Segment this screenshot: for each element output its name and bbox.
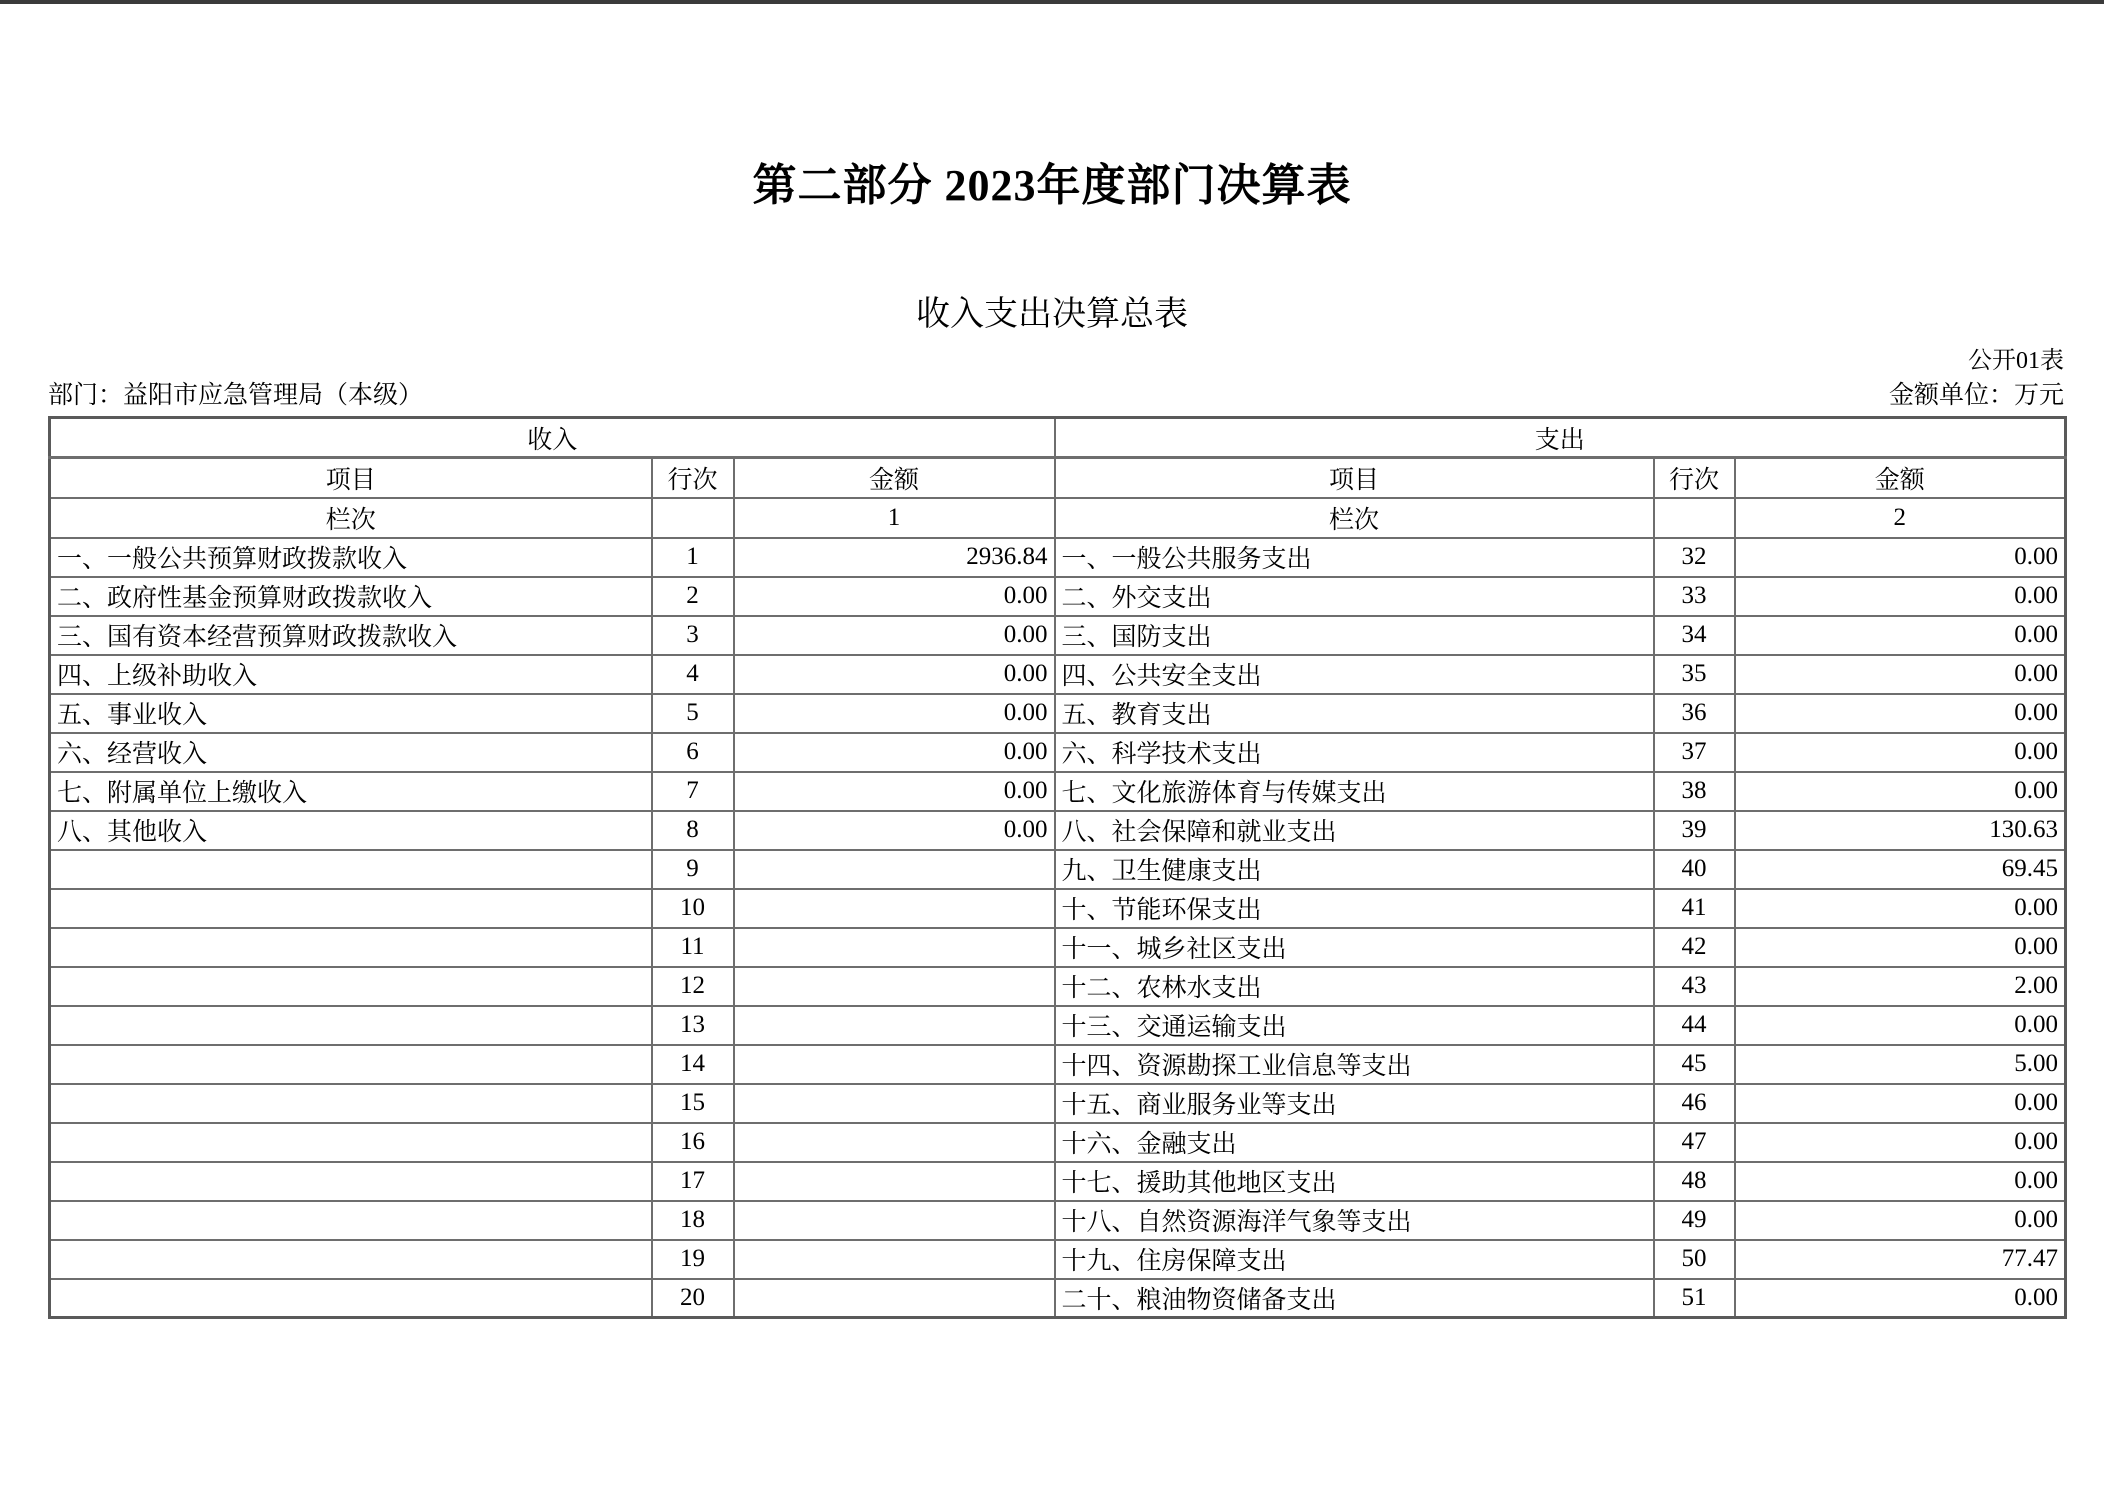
income-amount-header: 金额 [734,458,1055,498]
income-line-cell: 7 [652,772,734,811]
page-title: 第二部分 2023年度部门决算表 [752,161,1352,210]
income-item-cell: 二、政府性基金预算财政拨款收入 [50,577,652,616]
expense-item-cell: 十七、援助其他地区支出 [1055,1162,1654,1201]
expense-line-cell: 46 [1654,1084,1735,1123]
expense-line-cell: 48 [1654,1162,1735,1201]
section-header-row [50,418,2066,458]
income-amount-cell [734,1123,1055,1162]
table-row [50,811,2066,850]
unit-label: 金额单位：万元 [1888,382,2064,409]
table-row [50,655,2066,694]
income-amount-cell: 0.00 [734,772,1055,811]
income-amount-cell [734,1084,1055,1123]
expense-item-cell: 八、社会保障和就业支出 [1055,811,1654,850]
income-amount-cell [734,1006,1055,1045]
income-item-cell [50,1279,652,1318]
income-index-line [652,498,734,538]
table-row [50,1123,2066,1162]
expense-line-cell: 40 [1654,850,1735,889]
income-item-cell [50,1123,652,1162]
income-line-cell: 13 [652,1006,734,1045]
income-index-label: 栏次 [50,498,652,538]
expense-amount-cell: 2.00 [1735,967,2066,1006]
column-header-row [50,458,2066,498]
income-line-cell: 14 [652,1045,734,1084]
income-index-value: 1 [734,498,1055,538]
expense-item-cell: 一、一般公共服务支出 [1055,538,1654,577]
expense-amount-cell: 0.00 [1735,733,2066,772]
expense-amount-cell: 0.00 [1735,1084,2066,1123]
table-code-label: 公开01表 [1968,348,2064,374]
table-row [50,1201,2066,1240]
income-item-cell [50,928,652,967]
income-section-header: 收入 [50,418,1055,458]
income-line-cell: 19 [652,1240,734,1279]
expense-amount-cell: 0.00 [1735,538,2066,577]
income-line-cell: 17 [652,1162,734,1201]
expense-item-cell: 十五、商业服务业等支出 [1055,1084,1654,1123]
expense-line-cell: 36 [1654,694,1735,733]
income-amount-cell [734,928,1055,967]
table-row [50,1279,2066,1318]
income-amount-cell: 0.00 [734,733,1055,772]
expense-line-cell: 49 [1654,1201,1735,1240]
income-item-cell: 六、经营收入 [50,733,652,772]
table-row [50,1084,2066,1123]
expense-line-cell: 45 [1654,1045,1735,1084]
table-row [50,694,2066,733]
income-amount-cell: 0.00 [734,811,1055,850]
income-line-cell: 3 [652,616,734,655]
table-row [50,850,2066,889]
table-row [50,538,2066,577]
expense-index-line [1654,498,1735,538]
window-top-edge [0,0,2104,4]
expense-amount-cell: 5.00 [1735,1045,2066,1084]
column-index-row [50,498,2066,538]
expense-amount-cell: 77.47 [1735,1240,2066,1279]
expense-amount-cell: 0.00 [1735,1162,2066,1201]
expense-line-cell: 33 [1654,577,1735,616]
income-item-cell [50,850,652,889]
income-item-cell [50,1201,652,1240]
table-row [50,1045,2066,1084]
income-amount-cell [734,1162,1055,1201]
income-line-cell: 8 [652,811,734,850]
income-item-cell: 一、一般公共预算财政拨款收入 [50,538,652,577]
income-line-cell: 5 [652,694,734,733]
income-amount-cell: 0.00 [734,694,1055,733]
income-item-cell [50,889,652,928]
income-item-cell: 八、其他收入 [50,811,652,850]
income-line-cell: 9 [652,850,734,889]
income-item-cell [50,1084,652,1123]
expense-line-cell: 32 [1654,538,1735,577]
table-row [50,928,2066,967]
income-amount-cell: 0.00 [734,655,1055,694]
income-item-cell [50,1006,652,1045]
expense-item-cell: 七、文化旅游体育与传媒支出 [1055,772,1654,811]
table-body [50,538,2066,1318]
income-line-cell: 6 [652,733,734,772]
table-meta-row [48,382,2064,410]
table-row [50,1006,2066,1045]
expense-item-cell: 十二、农林水支出 [1055,967,1654,1006]
table-row [50,733,2066,772]
income-line-cell: 2 [652,577,734,616]
income-amount-cell [734,850,1055,889]
expense-amount-cell: 0.00 [1735,694,2066,733]
expense-item-cell: 二十、粮油物资储备支出 [1055,1279,1654,1318]
expense-item-header: 项目 [1055,458,1654,498]
expense-line-cell: 37 [1654,733,1735,772]
expense-amount-cell: 0.00 [1735,616,2066,655]
income-amount-cell [734,889,1055,928]
income-amount-cell [734,1240,1055,1279]
income-item-cell: 四、上级补助收入 [50,655,652,694]
department-label: 部门：益阳市应急管理局（本级） [48,382,424,409]
table-row [50,772,2066,811]
table-row [50,889,2066,928]
income-amount-cell [734,1279,1055,1318]
income-line-cell: 20 [652,1279,734,1318]
income-item-cell: 五、事业收入 [50,694,652,733]
expense-amount-cell: 0.00 [1735,772,2066,811]
income-line-header: 行次 [652,458,734,498]
table-row [50,1240,2066,1279]
expense-item-cell: 四、公共安全支出 [1055,655,1654,694]
income-line-cell: 18 [652,1201,734,1240]
expense-amount-cell: 130.63 [1735,811,2066,850]
table-row [50,967,2066,1006]
income-amount-cell [734,967,1055,1006]
income-item-cell [50,1045,652,1084]
budget-table [48,416,2067,1319]
income-line-cell: 12 [652,967,734,1006]
expense-amount-cell: 0.00 [1735,1123,2066,1162]
expense-line-cell: 47 [1654,1123,1735,1162]
income-item-cell [50,967,652,1006]
table-title: 收入支出决算总表 [916,296,1188,333]
income-amount-cell [734,1201,1055,1240]
income-line-cell: 10 [652,889,734,928]
expense-index-label: 栏次 [1055,498,1654,538]
income-line-cell: 11 [652,928,734,967]
expense-item-cell: 十八、自然资源海洋气象等支出 [1055,1201,1654,1240]
income-line-cell: 15 [652,1084,734,1123]
expense-item-cell: 十一、城乡社区支出 [1055,928,1654,967]
income-line-cell: 1 [652,538,734,577]
expense-line-header: 行次 [1654,458,1735,498]
expense-section-header: 支出 [1055,418,2066,458]
income-amount-cell: 0.00 [734,577,1055,616]
expense-line-cell: 42 [1654,928,1735,967]
expense-amount-cell: 0.00 [1735,655,2066,694]
expense-line-cell: 44 [1654,1006,1735,1045]
expense-item-cell: 五、教育支出 [1055,694,1654,733]
income-item-header: 项目 [50,458,652,498]
expense-item-cell: 十六、金融支出 [1055,1123,1654,1162]
expense-amount-cell: 69.45 [1735,850,2066,889]
income-item-cell [50,1162,652,1201]
income-line-cell: 16 [652,1123,734,1162]
expense-line-cell: 41 [1654,889,1735,928]
expense-item-cell: 十、节能环保支出 [1055,889,1654,928]
expense-line-cell: 34 [1654,616,1735,655]
expense-item-cell: 九、卫生健康支出 [1055,850,1654,889]
expense-item-cell: 十九、住房保障支出 [1055,1240,1654,1279]
expense-item-cell: 六、科学技术支出 [1055,733,1654,772]
income-item-cell [50,1240,652,1279]
expense-line-cell: 35 [1654,655,1735,694]
table-row [50,1162,2066,1201]
income-amount-cell: 2936.84 [734,538,1055,577]
expense-amount-cell: 0.00 [1735,928,2066,967]
expense-amount-header: 金额 [1735,458,2066,498]
expense-amount-cell: 0.00 [1735,1279,2066,1318]
expense-amount-cell: 0.00 [1735,1006,2066,1045]
expense-line-cell: 38 [1654,772,1735,811]
expense-index-value: 2 [1735,498,2066,538]
expense-line-cell: 39 [1654,811,1735,850]
table-row [50,616,2066,655]
expense-amount-cell: 0.00 [1735,889,2066,928]
expense-amount-cell: 0.00 [1735,1201,2066,1240]
income-amount-cell: 0.00 [734,616,1055,655]
income-item-cell: 七、附属单位上缴收入 [50,772,652,811]
expense-item-cell: 三、国防支出 [1055,616,1654,655]
income-item-cell: 三、国有资本经营预算财政拨款收入 [50,616,652,655]
expense-item-cell: 十四、资源勘探工业信息等支出 [1055,1045,1654,1084]
expense-line-cell: 51 [1654,1279,1735,1318]
table-row [50,577,2066,616]
expense-item-cell: 二、外交支出 [1055,577,1654,616]
expense-line-cell: 43 [1654,967,1735,1006]
income-amount-cell [734,1045,1055,1084]
expense-item-cell: 十三、交通运输支出 [1055,1006,1654,1045]
expense-line-cell: 50 [1654,1240,1735,1279]
income-line-cell: 4 [652,655,734,694]
expense-amount-cell: 0.00 [1735,577,2066,616]
